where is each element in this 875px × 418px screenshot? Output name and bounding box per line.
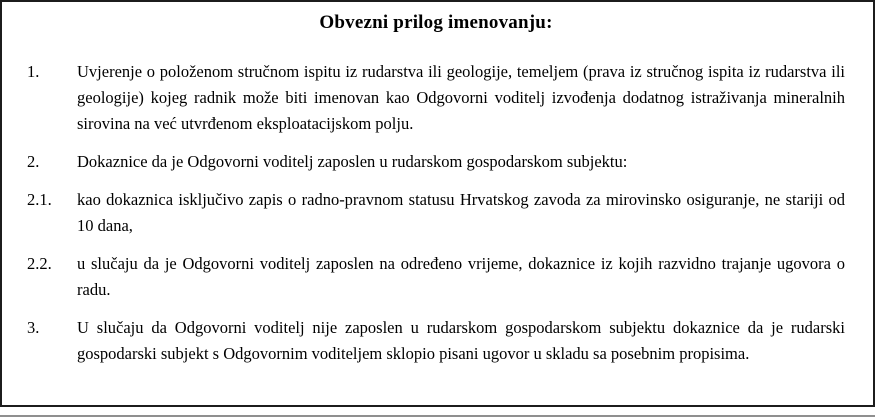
item-text: kao dokaznica isključivo zapis o radno-pravnom statusu Hrvatskog zavoda za mirovinsko osiguranje, ne stariji od 10 dana, (77, 190, 845, 235)
item-number: 2.2. (27, 254, 52, 273)
item-text: U slučaju da Odgovorni voditelj nije zaposlen u rudarskom gospodarskom subjektu dokaznice da je rudarski gospodarski subjekt s Odgovornim voditeljem sklopio pisani ugovor u skladu sa posebnim propisima. (77, 318, 845, 363)
list-item (27, 59, 845, 137)
item-text: Dokaznice da je Odgovorni voditelj zaposlen u rudarskom gospodarskom subjektu: (77, 152, 628, 171)
item-number: 2. (27, 152, 40, 171)
item-number: 3. (27, 318, 40, 337)
list-item (27, 187, 845, 239)
item-number: 1. (27, 62, 40, 81)
numbered-list (27, 59, 845, 367)
item-number: 2.1. (27, 190, 52, 209)
item-text: u slučaju da je Odgovorni voditelj zaposlen na određeno vrijeme, dokaznice iz kojih razvidno trajanje ugovora o radu. (77, 254, 845, 299)
list-item (27, 315, 845, 367)
list-item (27, 149, 845, 175)
bottom-scan-rule (0, 415, 875, 417)
list-item (27, 251, 845, 303)
page-title: Obvezni prilog imenovanju: (319, 12, 553, 33)
item-text: Uvjerenje o položenom stručnom ispitu iz rudarstva ili geologije, temeljem (prava iz stručnog ispita iz rudarstva ili geologije) kojeg radnik može biti imenovan kao Odgovorni voditelj izvođenja dodatnog istraživanja mineralnih sirovina na već utvrđenom eksploatacijskom polju. (77, 62, 845, 133)
